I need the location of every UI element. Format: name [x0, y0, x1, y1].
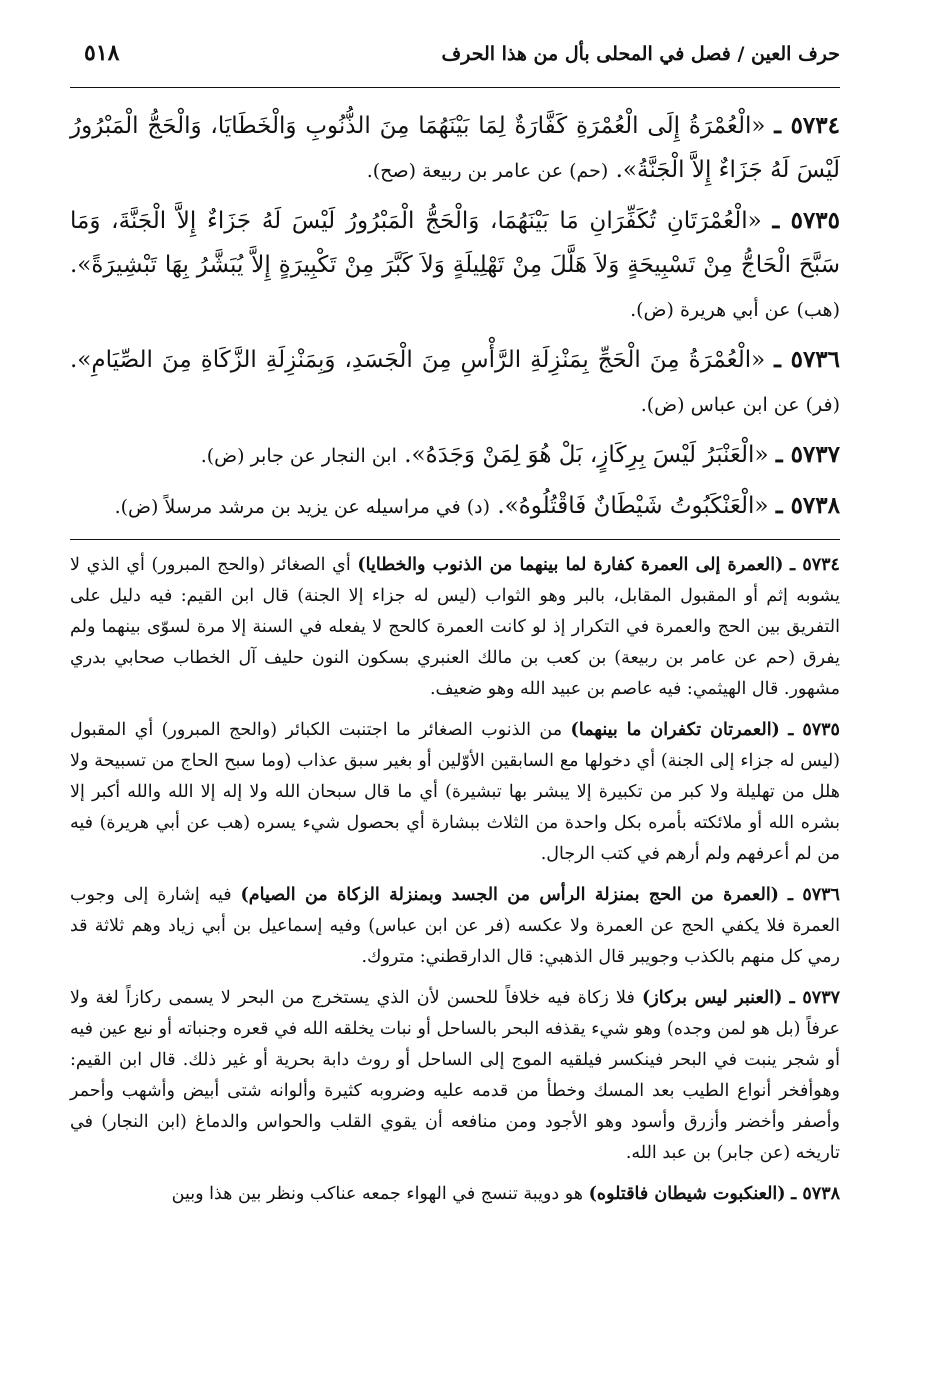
page-number: ٥١٨ [84, 40, 120, 66]
commentary-number: ٥٧٣٨ ـ [791, 1184, 840, 1204]
commentary-number: ٥٧٣٤ ـ [790, 555, 840, 575]
hadith-section [70, 104, 840, 529]
hadith-text: «الْعُمْرَةُ إِلَى الْعُمْرَةِ كَفَّارَةٌ لِمَا بَيْنَهُمَا مِنَ الذُّنُوبِ وَالْخَطَايَا، وَالْحَجُّ الْمَبْرُورُ لَيْسَ لَهُ جَزَاءٌ إِلاَّ الْجَنَّةُ». [70, 113, 840, 183]
hadith-entry [70, 199, 840, 332]
running-title: حرف العين / فصل في المحلى بأل من هذا الحرف [441, 43, 840, 65]
hadith-source: (د) في مراسيله عن يزيد بن مرشد مرسلاً (ض). [114, 496, 491, 518]
hadith-number: ٥٧٣٥ ـ [772, 207, 841, 234]
book-page [70, 40, 840, 1360]
commentary-number: ٥٧٣٧ ـ [789, 988, 840, 1008]
hadith-text: «الْعُمْرَةُ مِنَ الْحَجِّ بِمَنْزِلَةِ الرَّأْسِ مِنَ الْجَسَدِ، وَبِمَنْزِلَةِ الزَّكَاةِ مِنَ الصِّيَامِ». [70, 347, 766, 373]
commentary-body: فيه إشارة إلى وجوب العمرة فلا يكفي الحج عن العمرة ولا عكسه (فر عن ابن عباس) وفيه إسماعيل بن أبي زياد وهم ثلاثة قد رمي كل منهم بالكذب وجويبر قال الذهبي: قال الدارقطني: متروك. [70, 885, 840, 967]
hadith-text: «الْعَنْبَرُ لَيْسَ بِرِكَازٍ، بَلْ هُوَ لِمَنْ وَجَدَهُ». [404, 442, 769, 468]
commentary-entry [70, 1179, 840, 1210]
hadith-number: ٥٧٣٧ ـ [775, 441, 840, 468]
commentary-head: (العمرة إلى العمرة كفارة لما بينهما من الذنوب والخطايا) [357, 555, 784, 575]
hadith-entry [70, 104, 840, 193]
commentary-number: ٥٧٣٥ ـ [788, 720, 840, 740]
commentary-entry [70, 983, 840, 1169]
section-divider [70, 539, 840, 540]
hadith-source: (هب) عن أبي هريرة (ض). [630, 299, 840, 321]
hadith-entry [70, 338, 840, 427]
commentary-entry [70, 880, 840, 973]
hadith-entry [70, 484, 840, 529]
hadith-text: «الْعُمْرَتَانِ تُكَفِّرَانِ مَا بَيْنَهُمَا، وَالْحَجُّ الْمَبْرُورُ لَيْسَ لَهُ جَزَاءٌ إِلاَّ الْجَنَّةَ، وَمَا سَبَّحَ الْحَاجُّ مِنْ تَسْبِيحَةٍ وَلاَ هَلَّلَ مِنْ تَهْلِيلَةٍ وَلاَ كَبَّرَ مِنْ تَكْبِيرَةٍ إِلاَّ يُبَشَّرُ بِهَا تَبْشِيرَةً». [70, 208, 840, 278]
hadith-source: (فر) عن ابن عباس (ض). [640, 394, 840, 416]
commentary-head: (العنكبوت شيطان فاقتلوه) [588, 1184, 786, 1204]
commentary-number: ٥٧٣٦ ـ [787, 885, 840, 905]
commentary-entry [70, 715, 840, 870]
commentary-body: هو دويبة تنسج في الهواء جمعه عناكب ونظر بين هذا وبين [171, 1184, 584, 1204]
hadith-source: (حم) عن عامر بن ربيعة (صح). [366, 160, 609, 182]
hadith-text: «الْعَنْكَبُوتُ شَيْطَانٌ فَاقْتُلُوهُ». [497, 493, 769, 519]
commentary-head: (العمرتان تكفران ما بينهما) [570, 720, 780, 740]
commentary-entry [70, 550, 840, 705]
hadith-number: ٥٧٣٤ ـ [774, 112, 840, 139]
page-header [70, 40, 840, 88]
commentary-body: أي الصغائر (والحج المبرور) أي الذي لا يشوبه إثم أو المقبول المقابل، بالبر وهو الثواب (ليس له جزاء إلا الجنة) قال ابن القيم: فيه دليل على التفريق بين الحج والعمرة في التكرار إذ لو كانت العمرة كالحج لا يفعله في السنة إلا مرة لسوّى بينهما ولم يفرق (حم عن عامر بن ربيعة) بن كعب بن مالك العنبري بسكون النون حليف آل الخطاب صحابي بدري مشهور. قال الهيثمي: فيه عاصم بن عبيد الله وهو ضعيف. [70, 555, 840, 699]
hadith-entry [70, 433, 840, 478]
commentary-body: من الذنوب الصغائر ما اجتنبت الكبائر (والحج المبرور) أي المقبول (ليس له جزاء إلى الجنة) أي دخولها مع السابقين الأوّلين أو بغير سبق عذاب (وما سبح الحاج من تسبيحة ولا هلل من تهليلة ولا كبر من تكبيرة إلا يبشر بها تبشيرة) أي ما قال سبحان الله ولا إله إلا الله والله أكبر إلا بشره الله أو ملائكته بأمره بكل واحدة من الثلاث ببشارة أي بحصول شيء يسره (هب عن أبي هريرة) فيه من لم أعرفهم ولم أرهم في كتب الرجال. [70, 720, 840, 864]
commentary-head: (العمرة من الحج بمنزلة الرأس من الجسد وبمنزلة الزكاة من الصيام) [240, 885, 779, 905]
hadith-number: ٥٧٣٦ ـ [774, 346, 841, 373]
commentary-head: (العنبر ليس بركاز) [642, 988, 783, 1008]
hadith-source: ابن النجار عن جابر (ض). [200, 445, 397, 467]
commentary-section [70, 550, 840, 1210]
commentary-body: فلا زكاة فيه خلافاً للحسن لأن الذي يستخرج من البحر لا يسمى ركازاً لغة ولا عرفاً (بل هو لمن وجده) وهو شيء يقذفه البحر بالساحل أو نبات يخلقه الله في قعره وجنباته أو نبع عين فيه أو شجر ينبت في البحر فينكسر فيلقيه الموج إلى الساحل أو روث دابة بحرية أو غير ذلك. قال ابن القيم: وهوأفخر أنواع الطيب بعد المسك وخطأ من قدمه عليه وضروبه كثيرة وألوانه شتى أبيض وأشهب وأحمر وأصفر وأخضر وأزرق وأسود وهو الأجود ومن منافعه أن يقوي القلب والحواس والدماغ (ابن النجار) في تاريخه (عن جابر) بن عبد الله. [70, 988, 840, 1163]
hadith-number: ٥٧٣٨ ـ [775, 492, 840, 519]
